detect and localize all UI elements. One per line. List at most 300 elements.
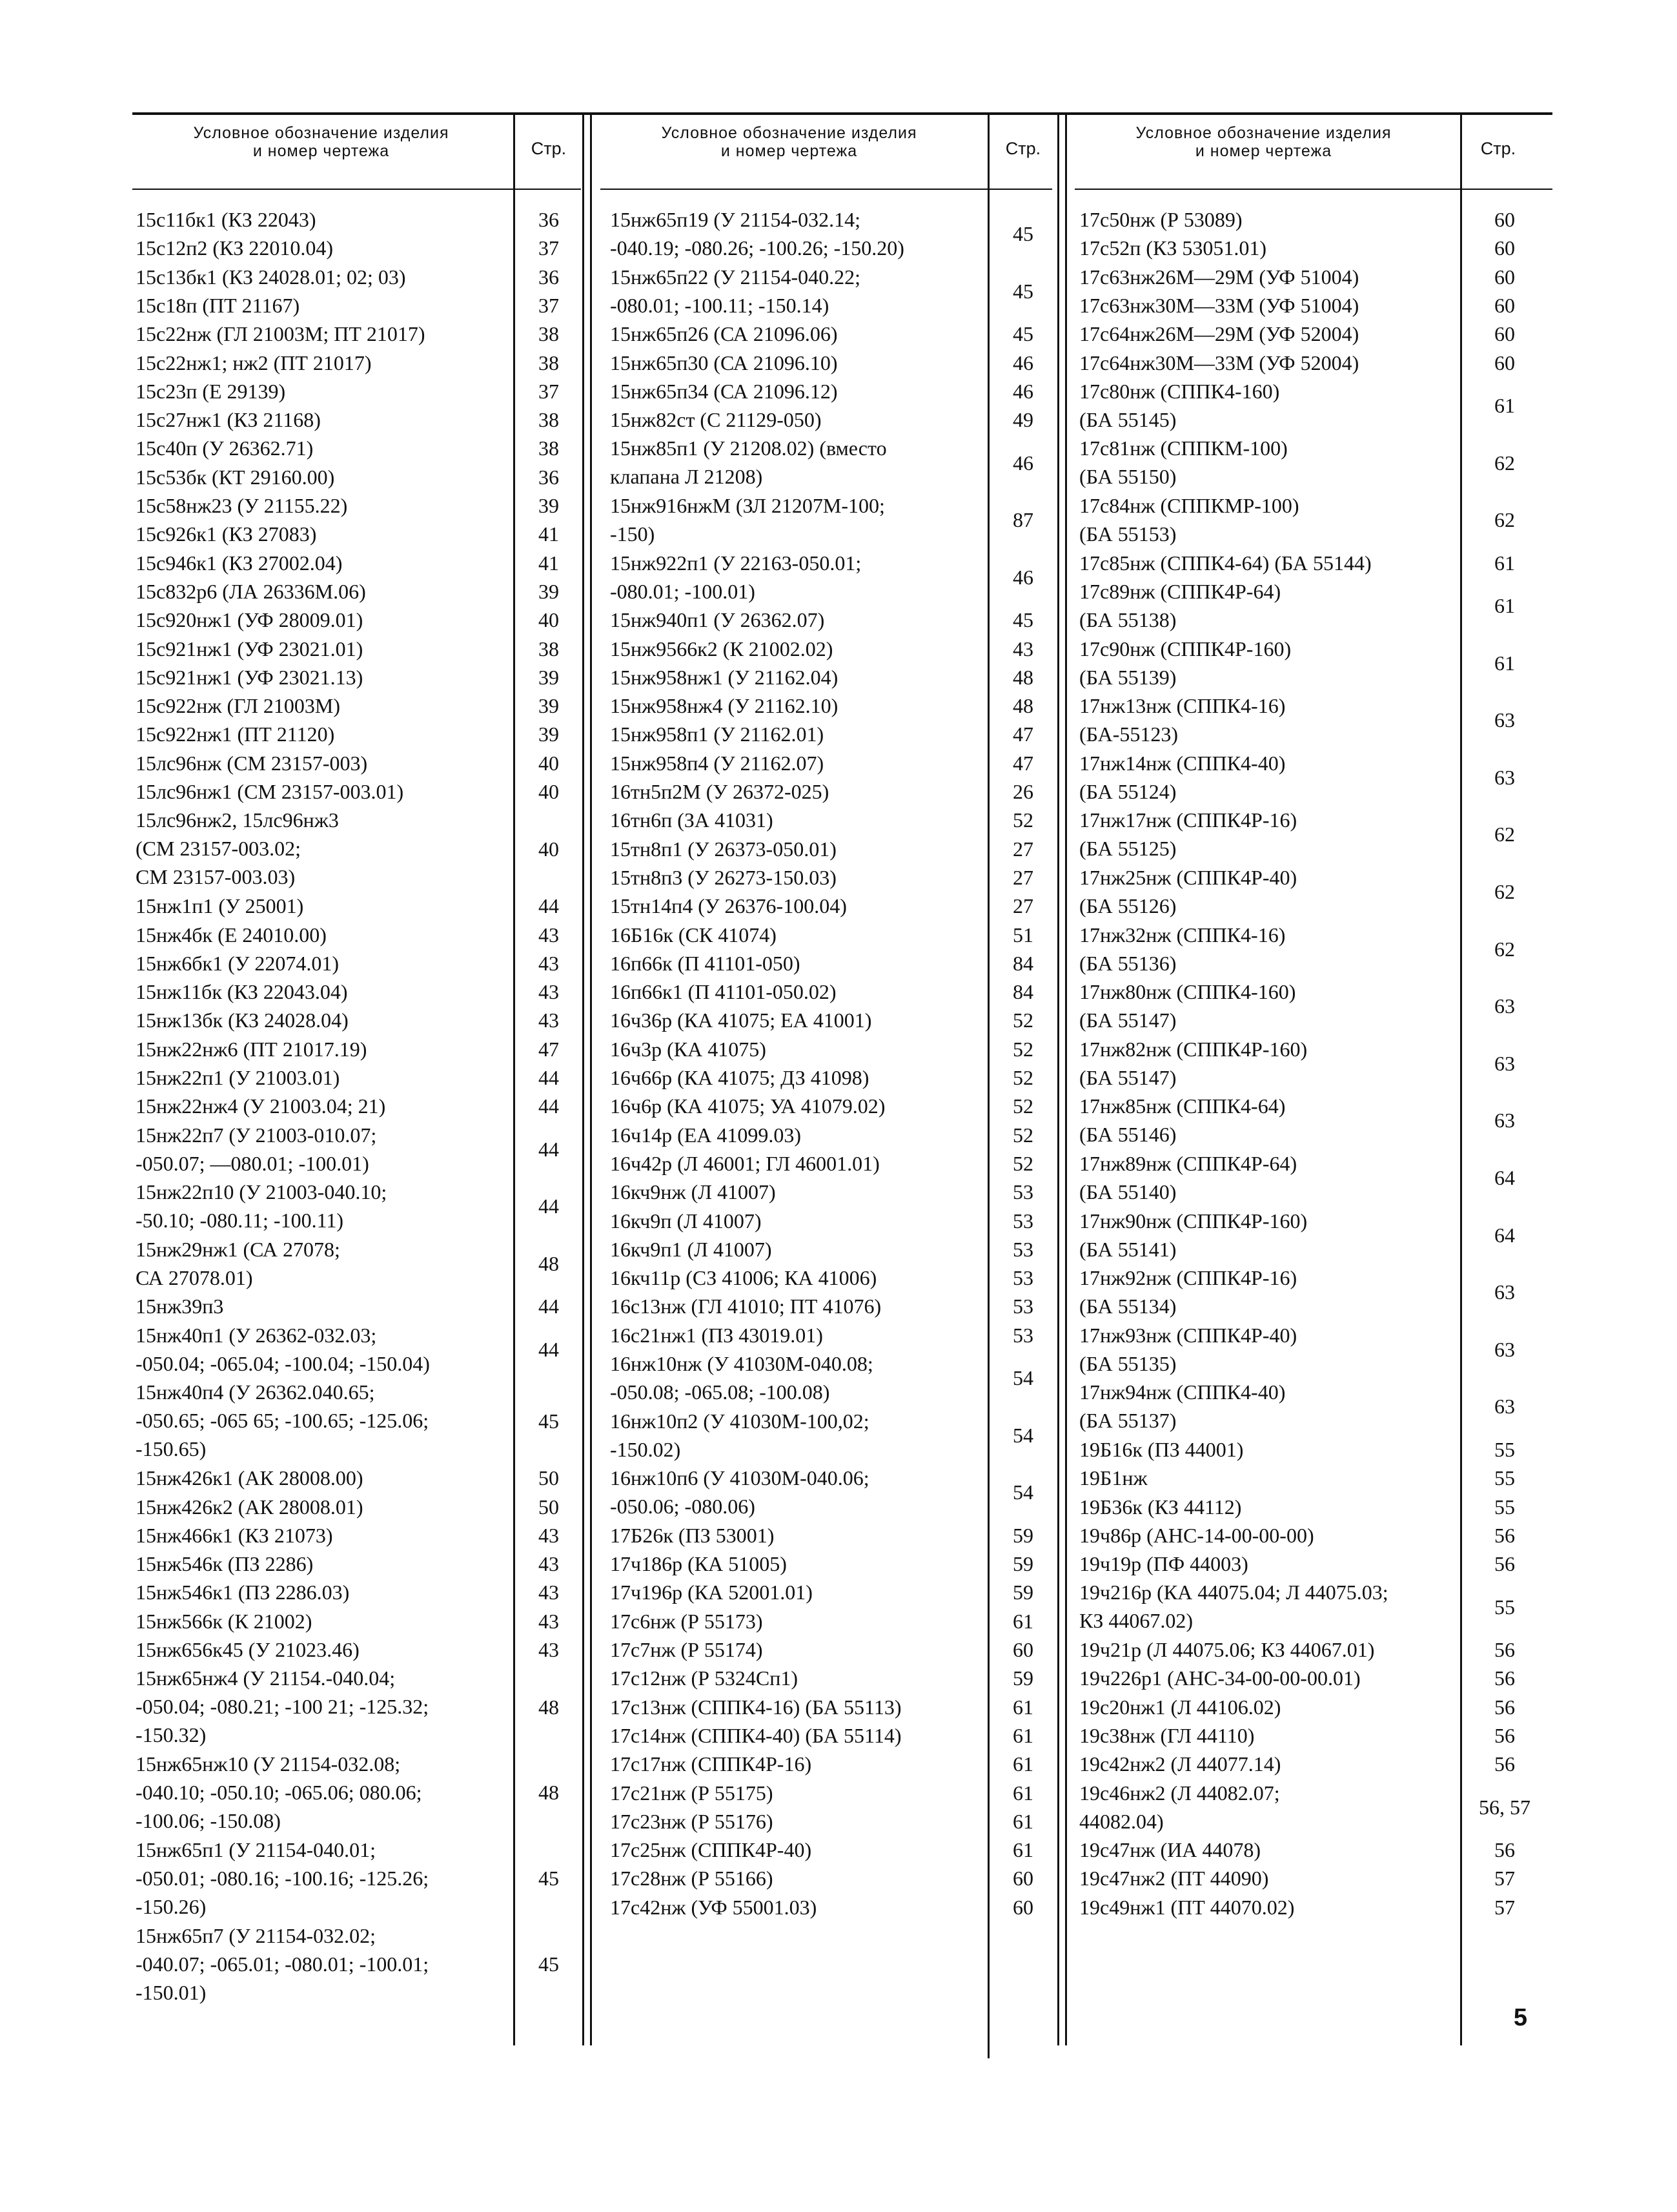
entry-designation: 17нж90нж (СППК4Р-160) (БА 55141) — [1079, 1209, 1308, 1261]
index-entry — [136, 1092, 581, 1120]
entry-designation: 19с46нж2 (Л 44082.07; 44082.04) — [1079, 1781, 1280, 1833]
entry-designation: 15с12п2 (КЗ 22010.04) — [136, 236, 334, 260]
column-divider-2b — [1065, 115, 1067, 2045]
entry-page: 45 — [1013, 279, 1033, 303]
entry-page: 55 — [1494, 1466, 1515, 1490]
entry-page: 60 — [1494, 293, 1515, 317]
column-divider-1b — [590, 115, 592, 2045]
index-entry — [1079, 349, 1550, 377]
index-entry — [1079, 635, 1550, 692]
entry-designation: 15нж39п3 — [136, 1295, 224, 1318]
index-entry — [610, 720, 1055, 748]
entry-designation: 17с64нж26М—29М (УФ 52004) — [1079, 322, 1359, 346]
index-entry — [136, 549, 581, 577]
index-entry — [136, 1521, 581, 1550]
index-entry — [610, 1092, 1055, 1120]
entry-page: 37 — [538, 293, 559, 317]
entry-page: 53 — [1013, 1237, 1033, 1261]
entry-page: 52 — [1013, 1123, 1033, 1147]
entry-page: 60 — [1494, 265, 1515, 289]
entry-page: 44 — [538, 894, 559, 918]
index-entry — [610, 1635, 1055, 1664]
index-entry — [1079, 291, 1550, 320]
entry-designation: 16с13нж (ГЛ 41010; ПТ 41076) — [610, 1295, 882, 1318]
entry-page: 48 — [1013, 665, 1033, 689]
entry-designation: 16тн6п (ЗА 41031) — [610, 808, 773, 832]
entry-designation: 15нж65п26 (СА 21096.06) — [610, 322, 838, 346]
entry-page: 87 — [1013, 508, 1033, 532]
entry-page: 39 — [538, 694, 559, 718]
entry-page: 64 — [1494, 1166, 1515, 1190]
entry-page: 36 — [538, 265, 559, 289]
index-entry — [136, 1550, 581, 1578]
entry-page: 55 — [1494, 1495, 1515, 1519]
entry-page: 60 — [1013, 1638, 1033, 1661]
entry-page: 52 — [1013, 1094, 1033, 1118]
entry-designation: 17с90нж (СППК4Р-160) (БА 55139) — [1079, 637, 1292, 689]
index-entry — [610, 835, 1055, 863]
index-entry — [1079, 1578, 1550, 1635]
entry-page: 61 — [1013, 1723, 1033, 1747]
entry-page: 50 — [538, 1495, 559, 1519]
entry-designation: 17нж94нж (СППК4-40) (БА 55137) — [1079, 1380, 1286, 1433]
index-entry — [610, 1721, 1055, 1750]
entry-page: 44 — [538, 1094, 559, 1118]
entry-designation: 19ч21р (Л 44075.06; КЗ 44067.01) — [1079, 1638, 1375, 1661]
entry-designation: 15нж40п1 (У 26362-032.03; -050.04; -065.04; -100.04; -150.04) — [136, 1323, 430, 1375]
entry-page: 61 — [1013, 1752, 1033, 1776]
column-divider-1a — [582, 115, 584, 2045]
entry-designation: 16тн5п2М (У 26372-025) — [610, 780, 829, 803]
entry-page: 59 — [1013, 1581, 1033, 1604]
index-entry — [1079, 749, 1550, 806]
entry-page: 36 — [538, 465, 559, 489]
index-entry — [610, 1235, 1055, 1264]
entry-page: 47 — [1013, 751, 1033, 775]
entry-page: 62 — [1494, 880, 1515, 904]
entry-designation: 15нж22п1 (У 21003.01) — [136, 1066, 340, 1089]
index-entry — [1079, 377, 1550, 435]
entry-designation: 15нж656к45 (У 21023.46) — [136, 1638, 360, 1661]
entry-page: 56 — [1494, 1695, 1515, 1719]
entry-designation: 17нж13нж (СППК4-16) (БА-55123) — [1079, 694, 1286, 746]
entry-page: 43 — [538, 1009, 559, 1032]
entry-page: 57 — [1494, 1867, 1515, 1890]
index-entry — [1079, 205, 1550, 234]
index-entry — [1079, 263, 1550, 291]
index-entry — [610, 1121, 1055, 1149]
index-entry — [610, 377, 1055, 405]
index-entry — [610, 1693, 1055, 1721]
index-entry — [1079, 1635, 1550, 1664]
entry-page: 45 — [538, 1409, 559, 1433]
entry-page: 43 — [538, 923, 559, 947]
index-entry — [1079, 1779, 1550, 1836]
entry-designation: 15нж85п1 (У 21208.02) (вместо клапана Л 21208) — [610, 436, 887, 489]
entry-designation: 16нж10п2 (У 41030М-100,02; -150.02) — [610, 1409, 869, 1461]
index-entry — [610, 1207, 1055, 1235]
entry-designation: 17с52п (КЗ 53051.01) — [1079, 236, 1267, 260]
entry-designation: 15с13бк1 (КЗ 24028.01; 02; 03) — [136, 265, 406, 289]
index-entry — [610, 1006, 1055, 1034]
entry-designation: 17с85нж (СППК4-64) (БА 55144) — [1079, 551, 1372, 575]
index-entry — [610, 663, 1055, 691]
entry-page: 39 — [538, 494, 559, 517]
entry-designation: 15нж13бк (КЗ 24028.04) — [136, 1009, 349, 1032]
entry-page: 43 — [538, 1638, 559, 1661]
entry-designation: 16нж10нж (У 41030М-040.08; -050.08; -065.08; -100.08) — [610, 1352, 873, 1404]
entry-designation: 19ч19р (ПФ 44003) — [1079, 1552, 1248, 1576]
entry-page: 54 — [1013, 1480, 1033, 1504]
index-entry — [1079, 1149, 1550, 1207]
index-entry — [610, 1750, 1055, 1778]
entry-page: 41 — [538, 551, 559, 575]
entry-designation: 15нж426к1 (АК 28008.00) — [136, 1466, 363, 1490]
entry-page: 44 — [538, 1295, 559, 1318]
index-entry — [1079, 1378, 1550, 1435]
index-entry — [136, 520, 581, 548]
entry-page: 52 — [1013, 1066, 1033, 1089]
entry-page: 43 — [538, 1552, 559, 1576]
entry-page: 38 — [538, 351, 559, 374]
entry-page: 45 — [1013, 222, 1033, 246]
entry-designation: 19Б1нж — [1079, 1466, 1148, 1490]
index-entry — [610, 1063, 1055, 1092]
entry-designation: 15нж65п34 (СА 21096.12) — [610, 379, 838, 403]
index-entry — [610, 263, 1055, 320]
index-entry — [136, 234, 581, 262]
entry-designation: 15с22нж1; нж2 (ПТ 21017) — [136, 351, 372, 374]
index-entry — [610, 1464, 1055, 1521]
entry-page: 53 — [1013, 1180, 1033, 1204]
entry-page: 51 — [1013, 923, 1033, 947]
entry-designation: 15нж22п7 (У 21003-010.07; -050.07; —080.01; -100.01) — [136, 1123, 377, 1175]
entry-page: 48 — [538, 1781, 559, 1805]
entry-designation: 19с20нж1 (Л 44106.02) — [1079, 1695, 1281, 1719]
entry-designation: 15с920нж1 (УФ 28009.01) — [136, 608, 363, 632]
entry-designation: 17нж82нж (СППК4Р-160) (БА 55147) — [1079, 1037, 1308, 1089]
entry-page: 63 — [1494, 708, 1515, 732]
entry-page: 43 — [538, 1609, 559, 1633]
entry-page: 63 — [1494, 1337, 1515, 1361]
entry-designation: 15с921нж1 (УФ 23021.13) — [136, 665, 363, 689]
index-entry — [136, 1921, 581, 2007]
entry-page: 61 — [1494, 393, 1515, 417]
entry-page: 45 — [1013, 608, 1033, 632]
index-entry — [136, 663, 581, 691]
index-entry — [136, 978, 581, 1006]
entry-designation: 15нж82ст (С 21129-050) — [610, 408, 822, 432]
index-entry — [136, 1006, 581, 1034]
index-entry — [136, 1292, 581, 1320]
entry-page: 63 — [1494, 994, 1515, 1018]
entry-designation: 15нж22нж6 (ПТ 21017.19) — [136, 1037, 367, 1061]
index-entry — [1079, 1321, 1550, 1378]
entry-page: 44 — [538, 1194, 559, 1218]
entry-page: 60 — [1494, 322, 1515, 346]
index-column-1 — [136, 112, 581, 2062]
entry-designation: 17с63нж30М—33М (УФ 51004) — [1079, 293, 1359, 317]
index-entry — [610, 1550, 1055, 1578]
entry-page: 56 — [1494, 1838, 1515, 1862]
entry-page: 52 — [1013, 1009, 1033, 1032]
index-entry — [136, 1121, 581, 1178]
entry-designation: 15с926к1 (КЗ 27083) — [136, 522, 317, 546]
index-entry — [610, 491, 1055, 549]
index-entry — [610, 691, 1055, 720]
column-header-page: Стр. — [1005, 139, 1041, 158]
entry-page: 56 — [1494, 1523, 1515, 1547]
entry-designation: 16кч9п (Л 41007) — [610, 1209, 762, 1233]
index-entry — [610, 405, 1055, 434]
entry-designation: 15нж916нжМ (ЗЛ 21207М-100; -150) — [610, 494, 885, 546]
entry-designation: 17с63нж26М—29М (УФ 51004) — [1079, 265, 1359, 289]
index-entry — [136, 1607, 581, 1635]
entry-page: 46 — [1013, 351, 1033, 374]
index-entry — [610, 1664, 1055, 1692]
index-entry — [1079, 1893, 1550, 1921]
entry-designation: 15нж65нж10 (У 21154-032.08; -040.10; -050.10; -065.06; 080.06; -100.06; -150.08) — [136, 1752, 422, 1833]
entry-designation: 15нж958п1 (У 21162.01) — [610, 722, 824, 746]
index-entry — [610, 949, 1055, 978]
entry-page: 60 — [1494, 351, 1515, 374]
column-header-designation: Условное обозначение изделия и номер чертежа — [661, 124, 917, 160]
entry-designation: 17с81нж (СППКМ-100) (БА 55150) — [1079, 436, 1288, 489]
index-entry — [1079, 577, 1550, 635]
entry-designation: 15нж958нж1 (У 21162.04) — [610, 665, 838, 689]
index-entry — [610, 1607, 1055, 1635]
entry-designation: 15тн8п1 (У 26373-050.01) — [610, 837, 837, 861]
entry-designation: 17с21нж (Р 55175) — [610, 1781, 773, 1805]
entry-designation: 15нж566к (К 21002) — [136, 1609, 312, 1633]
index-entry — [136, 1378, 581, 1464]
column-header-page: Стр. — [1480, 139, 1516, 158]
entry-page: 40 — [538, 751, 559, 775]
entry-designation: 15нж65п1 (У 21154-040.01; -050.01; -080.16; -100.16; -125.26; -150.26) — [136, 1838, 429, 1919]
index-entry — [610, 921, 1055, 949]
entry-designation: 15с946к1 (КЗ 27002.04) — [136, 551, 343, 575]
index-entry — [136, 720, 581, 748]
index-column-2 — [610, 112, 1055, 2062]
index-entry — [136, 749, 581, 777]
index-entry — [136, 806, 581, 892]
entry-designation: 15нж546к1 (ПЗ 2286.03) — [136, 1581, 350, 1604]
entry-designation: 15нж11бк (КЗ 22043.04) — [136, 980, 348, 1004]
index-entry — [1079, 1750, 1550, 1778]
entry-designation: 17с14нж (СППК4-40) (БА 55114) — [610, 1723, 902, 1747]
entry-page: 63 — [1494, 765, 1515, 789]
entry-page: 48 — [538, 1695, 559, 1719]
entry-designation: 17нж80нж (СППК4-160) (БА 55147) — [1079, 980, 1296, 1032]
entry-page: 37 — [538, 379, 559, 403]
index-entry — [1079, 1207, 1550, 1264]
entry-designation: 19с38нж (ГЛ 44110) — [1079, 1723, 1255, 1747]
entry-designation: 19ч216р (КА 44075.04; Л 44075.03; КЗ 44067.02) — [1079, 1581, 1388, 1633]
index-entry — [610, 1349, 1055, 1407]
entry-page: 53 — [1013, 1266, 1033, 1290]
entry-page: 43 — [538, 951, 559, 975]
index-entry — [610, 1864, 1055, 1892]
entry-designation: 16ч14р (ЕА 41099.03) — [610, 1123, 802, 1147]
entry-designation: 19Б16к (ПЗ 44001) — [1079, 1437, 1244, 1461]
entry-page: 52 — [1013, 1037, 1033, 1061]
entry-page: 44 — [538, 1066, 559, 1089]
entry-designation: 19с42нж2 (Л 44077.14) — [1079, 1752, 1281, 1776]
index-entry — [136, 263, 581, 291]
entry-designation: 19с47нж2 (ПТ 44090) — [1079, 1867, 1269, 1890]
index-entry — [610, 1578, 1055, 1606]
index-entry — [136, 434, 581, 462]
index-entry — [136, 606, 581, 634]
entry-designation: 17нж89нж (СППК4Р-64) (БА 55140) — [1079, 1151, 1297, 1203]
entry-page: 46 — [1013, 451, 1033, 475]
index-entry — [136, 1836, 581, 1921]
entry-designation: 16кч9п1 (Л 41007) — [610, 1237, 772, 1261]
index-entry — [610, 1407, 1055, 1464]
entry-designation: 17нж92нж (СППК4Р-16) (БА 55134) — [1079, 1266, 1297, 1318]
index-entry — [610, 549, 1055, 606]
index-entry — [136, 205, 581, 234]
entry-designation: 15нж22нж4 (У 21003.04; 21) — [136, 1094, 386, 1118]
entry-page: 62 — [1494, 823, 1515, 846]
index-entry — [1079, 1264, 1550, 1321]
entry-designation: 17нж17нж (СППК4Р-16) (БА 55125) — [1079, 808, 1297, 861]
entry-page: 61 — [1013, 1609, 1033, 1633]
entry-page: 59 — [1013, 1523, 1033, 1547]
entry-page: 38 — [538, 637, 559, 661]
entry-designation: 17с6нж (Р 55173) — [610, 1609, 763, 1633]
index-entry — [1079, 320, 1550, 348]
entry-page: 52 — [1013, 1151, 1033, 1175]
index-entry — [610, 1321, 1055, 1349]
entry-page: 50 — [538, 1466, 559, 1490]
entry-page: 38 — [538, 436, 559, 460]
index-entry — [136, 349, 581, 377]
index-entry — [610, 349, 1055, 377]
entry-page: 54 — [1013, 1423, 1033, 1447]
index-entry — [1079, 434, 1550, 491]
entry-designation: 15с922нж1 (ПТ 21120) — [136, 722, 335, 746]
entry-designation: 19ч226р1 (АНС-34-00-00-00.01) — [1079, 1666, 1361, 1690]
entry-designation: 17с23нж (Р 55176) — [610, 1809, 773, 1833]
index-entry — [610, 606, 1055, 634]
entry-page: 63 — [1494, 1395, 1515, 1418]
index-entry — [610, 434, 1055, 491]
entry-page: 38 — [538, 322, 559, 346]
entry-designation: 16п66к1 (П 41101-050.02) — [610, 980, 837, 1004]
index-entry — [136, 463, 581, 491]
index-column-3 — [1079, 112, 1550, 2062]
entry-designation: 15с58нж23 (У 21155.22) — [136, 494, 348, 517]
entry-page: 52 — [1013, 808, 1033, 832]
entry-page: 45 — [1013, 322, 1033, 346]
page-number: 5 — [1513, 2004, 1527, 2031]
index-entry — [136, 949, 581, 978]
index-entry — [610, 777, 1055, 806]
index-entry — [1079, 1836, 1550, 1864]
index-entry — [610, 1035, 1055, 1063]
entry-designation: 17с7нж (Р 55174) — [610, 1638, 763, 1661]
entry-page: 43 — [538, 1581, 559, 1604]
index-entry — [1079, 1721, 1550, 1750]
entry-page: 63 — [1494, 1051, 1515, 1075]
entry-page: 61 — [1013, 1838, 1033, 1862]
entry-page: 62 — [1494, 451, 1515, 475]
index-entry — [136, 1664, 581, 1750]
entry-page: 47 — [538, 1037, 559, 1061]
entry-page: 54 — [1013, 1366, 1033, 1390]
entry-designation: 16кч9нж (Л 41007) — [610, 1180, 776, 1204]
entry-designation: 15с23п (Е 29139) — [136, 379, 286, 403]
entry-designation: 15с53бк (КТ 29160.00) — [136, 465, 335, 489]
entry-designation: 15нж65п30 (СА 21096.10) — [610, 351, 838, 374]
entry-page: 61 — [1013, 1781, 1033, 1805]
entry-designation: 17с50нж (Р 53089) — [1079, 208, 1243, 231]
entry-designation: 15нж4бк (Е 24010.00) — [136, 923, 327, 947]
entry-designation: 16нж10п6 (У 41030М-040.06; -050.06; -080.06) — [610, 1466, 869, 1519]
index-entry — [1079, 691, 1550, 749]
entry-page: 43 — [1013, 637, 1033, 661]
entry-page: 38 — [538, 408, 559, 432]
entry-designation: 17нж14нж (СППК4-40) (БА 55124) — [1079, 751, 1286, 803]
entry-designation: 15нж65нж4 (У 21154.-040.04; -050.04; -080.21; -100 21; -125.32; -150.32) — [136, 1666, 429, 1747]
index-entry — [136, 377, 581, 405]
entry-page: 45 — [538, 1867, 559, 1890]
entry-page: 53 — [1013, 1295, 1033, 1318]
entry-designation: 17с84нж (СППКМР-100) (БА 55153) — [1079, 494, 1299, 546]
index-entry — [1079, 921, 1550, 978]
entry-designation: 17нж93нж (СППК4Р-40) (БА 55135) — [1079, 1323, 1297, 1375]
entry-page: 43 — [538, 1523, 559, 1547]
entry-designation: 16п66к (П 41101-050) — [610, 951, 800, 975]
entry-page: 60 — [1494, 236, 1515, 260]
entry-designation: 17с42нж (УФ 55001.03) — [610, 1895, 817, 1919]
column-header-page: Стр. — [531, 139, 567, 158]
entry-page: 84 — [1013, 951, 1033, 975]
entry-designation: 16Б16к (СК 41074) — [610, 923, 777, 947]
entry-page: 39 — [538, 665, 559, 689]
entry-designation: 15нж922п1 (У 22163-050.01; -080.01; -100.01) — [610, 551, 862, 603]
index-entry — [1079, 863, 1550, 921]
entry-designation: 15с27нж1 (КЗ 21168) — [136, 408, 321, 432]
index-entry — [136, 1750, 581, 1836]
entry-designation: 15с11бк1 (КЗ 22043) — [136, 208, 316, 231]
entry-designation: 15тн8п3 (У 26273-150.03) — [610, 865, 837, 889]
index-entry — [136, 1635, 581, 1664]
entry-page: 60 — [1013, 1867, 1033, 1890]
entry-designation: 17Б26к (ПЗ 53001) — [610, 1523, 775, 1547]
index-entry — [1079, 806, 1550, 863]
entry-designation: 19с47нж (ИА 44078) — [1079, 1838, 1261, 1862]
column-header-designation: Условное обозначение изделия и номер чертежа — [193, 124, 449, 160]
entry-designation: 15нж466к1 (КЗ 21073) — [136, 1523, 333, 1547]
entry-page: 45 — [538, 1952, 559, 1976]
entry-page: 61 — [1013, 1695, 1033, 1719]
entry-page: 56 — [1494, 1723, 1515, 1747]
entry-designation: 15нж65п7 (У 21154-032.02; -040.07; -065.01; -080.01; -100.01; -150.01) — [136, 1924, 429, 2004]
entry-designation: 15с40п (У 26362.71) — [136, 436, 314, 460]
entry-designation: 17с13нж (СППК4-16) (БА 55113) — [610, 1695, 902, 1719]
entry-page: 62 — [1494, 937, 1515, 961]
index-entry — [136, 405, 581, 434]
entry-designation: 15нж958п4 (У 21162.07) — [610, 751, 824, 775]
index-entry — [610, 1807, 1055, 1836]
entry-page: 40 — [538, 608, 559, 632]
index-entry — [136, 291, 581, 320]
entry-page: 40 — [538, 780, 559, 803]
entry-designation: 16с21нж1 (ПЗ 43019.01) — [610, 1323, 823, 1347]
entry-designation: 15нж22п10 (У 21003-040.10; -50.10; -080.11; -100.11) — [136, 1180, 387, 1233]
